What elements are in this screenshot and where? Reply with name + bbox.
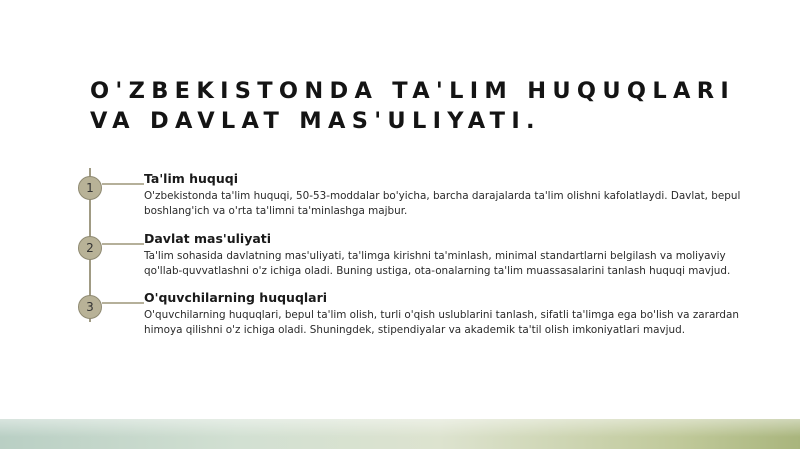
- timeline-connector: [102, 243, 144, 245]
- slide-title: O'ZBEKISTONDA TA'LIM HUQUQLARI VA DAVLAT MAS'ULIYATI.: [90, 78, 735, 134]
- item-text: Ta'lim sohasida davlatning mas'uliyati, ta'limga kirishni ta'minlash, minimal standartlarni belgilash va moliyaviy qo'llab-quvvatlashni o'z ichiga oladi. Buning ustiga, ota-onalarning ta'lim muassasalarini tanlash huquqi mavjud.: [144, 250, 731, 277]
- marker-number: 3: [86, 300, 94, 314]
- footer-shade: [0, 419, 800, 449]
- timeline-marker-2: [78, 236, 102, 260]
- timeline-marker-1: [78, 176, 102, 200]
- item-title: O'quvchilarning huquqlari: [144, 290, 328, 305]
- timeline-item-2: [144, 231, 744, 278]
- item-text: O'zbekistonda ta'lim huquqi, 50-53-moddalar bo'yicha, barcha darajalarda ta'lim olishni kafolatlaydi. Davlat, bepul boshlang'ich va o'rta ta'limni ta'minlashga majbur.: [144, 190, 741, 217]
- marker-number: 1: [86, 181, 94, 195]
- timeline-connector: [102, 183, 144, 185]
- timeline-item-3: [144, 290, 744, 337]
- item-text: O'quvchilarning huquqlari, bepul ta'lim olish, turli o'qish uslublarini tanlash, sifatli ta'limga ega bo'lish va zarardan himoya qilishni o'z ichiga oladi. Shuningdek, stipendiyalar va akademik ta'til olish imkoniyatlari mavjud.: [144, 309, 739, 336]
- marker-number: 2: [86, 241, 94, 255]
- timeline-connector: [102, 302, 144, 304]
- timeline-marker-3: [78, 295, 102, 319]
- timeline-item-1: [144, 171, 744, 218]
- item-title: Davlat mas'uliyati: [144, 231, 272, 246]
- item-title: Ta'lim huquqi: [144, 171, 239, 186]
